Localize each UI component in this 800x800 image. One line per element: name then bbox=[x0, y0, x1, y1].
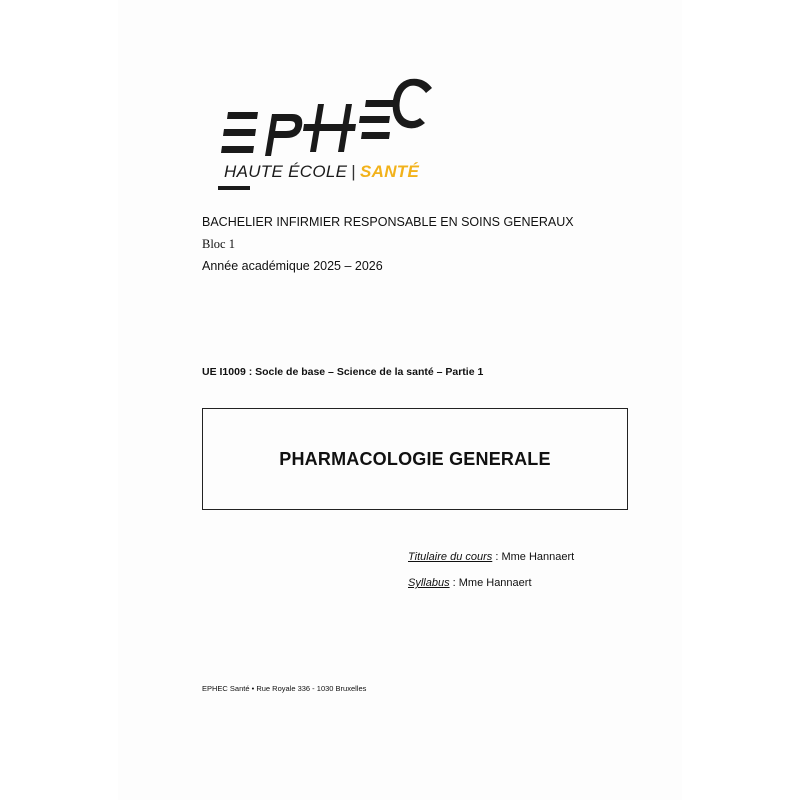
ue-title: UE I1009 : Socle de base – Science de la santé – Partie 1 bbox=[202, 366, 484, 378]
logo-sante: SANTÉ bbox=[360, 162, 420, 181]
ephec-logo bbox=[214, 74, 444, 196]
credit-titulaire-value: Mme Hannaert bbox=[501, 551, 575, 563]
ephec-wordmark-logo bbox=[214, 74, 444, 160]
course-title-box bbox=[202, 408, 628, 510]
course-title: PHARMACOLOGIE GENERALE bbox=[279, 448, 551, 469]
credit-syllabus-label: Syllabus bbox=[408, 577, 450, 589]
logo-separator: | bbox=[351, 162, 356, 181]
logo-haute-ecole: HAUTE ÉCOLE bbox=[224, 162, 348, 181]
bloc-label: Bloc 1 bbox=[202, 237, 235, 251]
credit-titulaire-label: Titulaire du cours bbox=[408, 551, 493, 563]
footer-address: EPHEC Santé • Rue Royale 336 - 1030 Bruxelles bbox=[202, 684, 367, 693]
credit-titulaire-separator: : bbox=[492, 551, 502, 563]
credit-syllabus-value: Mme Hannaert bbox=[458, 577, 532, 589]
academic-year: Année académique 2025 – 2026 bbox=[202, 259, 383, 273]
logo-tagline bbox=[224, 162, 419, 182]
credit-syllabus bbox=[408, 577, 532, 589]
credit-titulaire bbox=[408, 551, 574, 563]
logo-underline-bar bbox=[218, 184, 258, 194]
credit-syllabus-separator: : bbox=[449, 577, 459, 589]
program-name: BACHELIER INFIRMIER RESPONSABLE EN SOINS GENERAUX bbox=[202, 215, 574, 229]
